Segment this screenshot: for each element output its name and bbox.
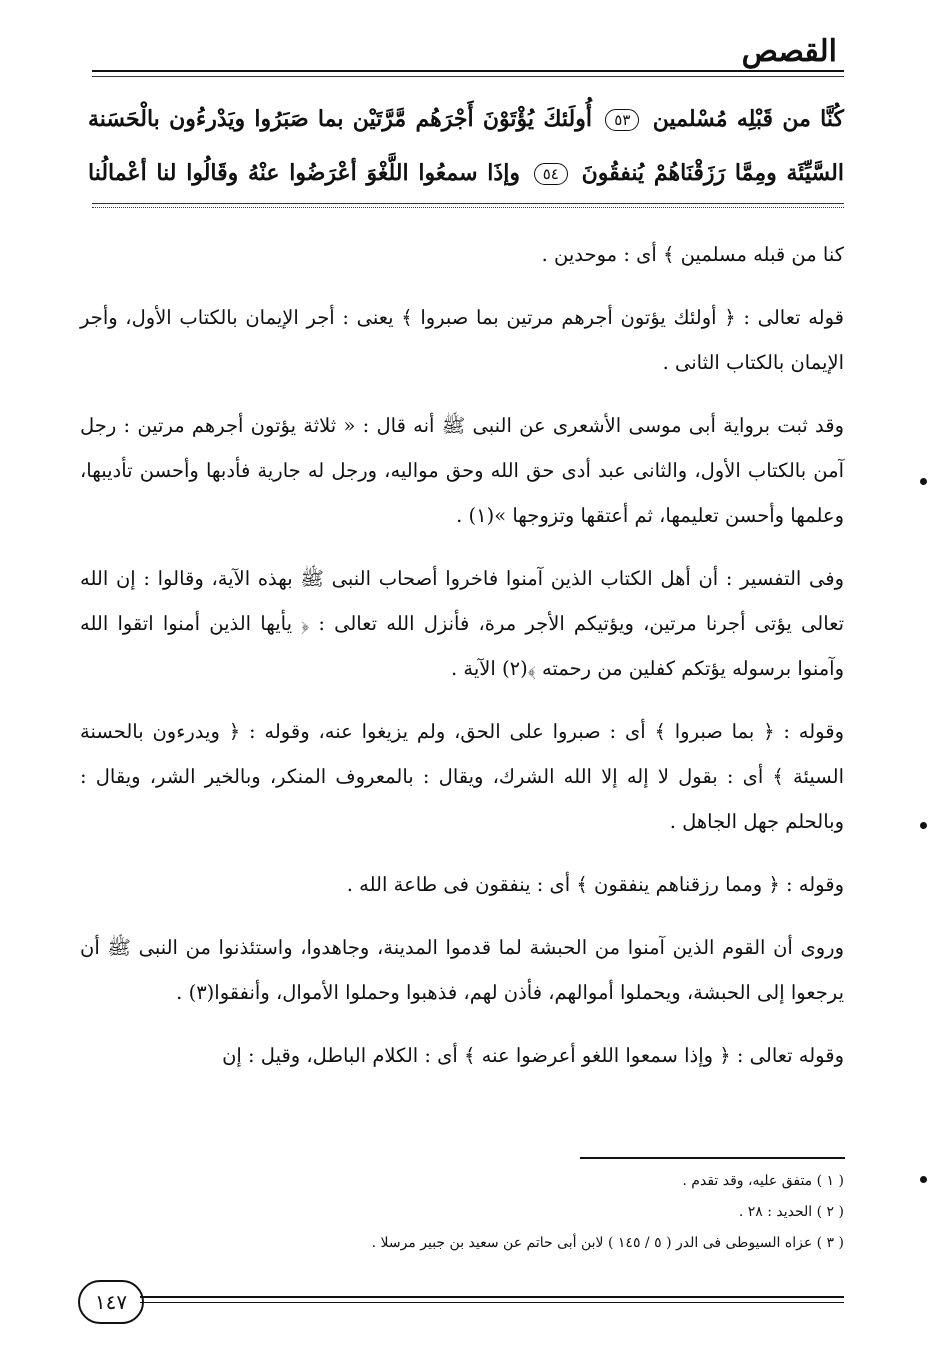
header-rule (92, 70, 844, 72)
verse-bottom-rule-dotted (92, 207, 844, 208)
quran-verse-block (88, 92, 844, 200)
footnote: ( ٢ ) الحديد : ٢٨ . (738, 1204, 844, 1220)
scan-mark (920, 478, 927, 485)
scan-mark (920, 1176, 927, 1183)
paragraph: وقوله : ﴿ ومما رزقناهم ينفقون ﴾ أى : ينفقون فى طاعة الله . (346, 873, 844, 896)
footnote: ( ٣ ) عزاه السيوطى فى الدر ( ٥ / ١٤٥ ) لابن أبى حاتم عن سعيد بن جبير مرسلا . (371, 1235, 844, 1251)
footnotes (80, 1166, 844, 1259)
commentary-body (80, 232, 844, 1096)
paragraph: وروى أن القوم الذين آمنوا من الحبشة لما قدموا المدينة، وجاهدوا، واستئذنوا من النبى ﷺ أن يرجعوا إلى الحبشة، ويحملوا أموالهم، فأذن لهم، فذهبوا وحملوا الأموال، وأنفقوا(٣) . (80, 936, 844, 1004)
footnote: ( ١ ) متفق عليه، وقد تقدم . (682, 1173, 844, 1189)
page-header-surah-title: القصص (741, 34, 837, 69)
paragraph: كنا من قبله مسلمين ﴾ أى : موحدين . (541, 243, 844, 266)
paragraph: قوله تعالى : ﴿ أولئك يؤتون أجرهم مرتين بما صبروا ﴾ يعنى : أجر الإيمان بالكتاب الأول، وأجر الإيمان بالكتاب الثانى . (80, 306, 844, 374)
verse-text: كُنَّا من قَبْلِه مُسْلمين (652, 106, 844, 132)
paragraph: وقوله : ﴿ بما صبروا ﴾ أى : صبروا على الحق، ولم يزيغوا عنه، وقوله : ﴿ ويدرءون بالحسنة السيئة ﴾ أى : بقول لا إله إلا الله الشرك، ويقال : بالمعروف المنكر، وبالخير الشر، ويقال : وبالحلم جهل الجاهل . (80, 720, 844, 833)
quran-line-2 (88, 146, 844, 200)
page-number: ١٤٧ (78, 1280, 144, 1324)
verse-text: وإذَا سمعُوا اللَّغْوَ أعْرَضُوا عنْهُ وقَالُوا لنا أعْمالُنا (88, 160, 520, 186)
header-rule-thin (92, 76, 844, 77)
quran-line-1 (88, 92, 844, 146)
footer-rule-thin (140, 1302, 844, 1303)
verse-text: السَّيِّئَة ومِمَّا رَزَقْنَاهُمْ يُنفقُونَ (581, 160, 844, 186)
paragraph: وقوله تعالى : ﴿ وإذا سمعوا اللغو أعرضوا عنه ﴾ أى : الكلام الباطل، وقيل : إن (222, 1044, 844, 1067)
footer-rule (140, 1296, 844, 1298)
verse-text: أُولَئكَ يُؤْتَوْنَ أَجْرَهُم مَّرَّتَيْن بما صَبَرُوا ويَدْرءُون بالْحَسَنة (88, 106, 592, 132)
paragraph: وقد ثبت برواية أبى موسى الأشعرى عن النبى ﷺ أنه قال : « ثلاثة يؤتون أجرهم مرتين : رجل آمن بالكتاب الأول، والثانى عبد أدى حق الله وحق مواليه، ورجل له جارية فأدبها وأحسن تأديبها، وعلمها وأحسن تعليمها، ثم أعتقها وتزوجها »(١) . (80, 414, 844, 527)
footnote-separator (580, 1157, 845, 1159)
ayah-number-marker: ٥٤ (534, 163, 568, 185)
verse-bottom-rule (92, 203, 844, 204)
paragraph: وفى التفسير : أن أهل الكتاب الذين آمنوا فاخروا أصحاب النبى ﷺ بهذه الآية، وقالوا : إن الله تعالى يؤتى أجرنا مرتين، ويؤتيكم الأجر مرة، فأنزل الله تعالى : ﴿ يأيها الذين أمنوا اتقوا الله وآمنوا برسوله يؤتكم كفلين من رحمته ﴾(٢) الآية . (80, 567, 844, 680)
scan-mark (920, 822, 927, 829)
ayah-number-marker: ٥٣ (605, 109, 639, 131)
